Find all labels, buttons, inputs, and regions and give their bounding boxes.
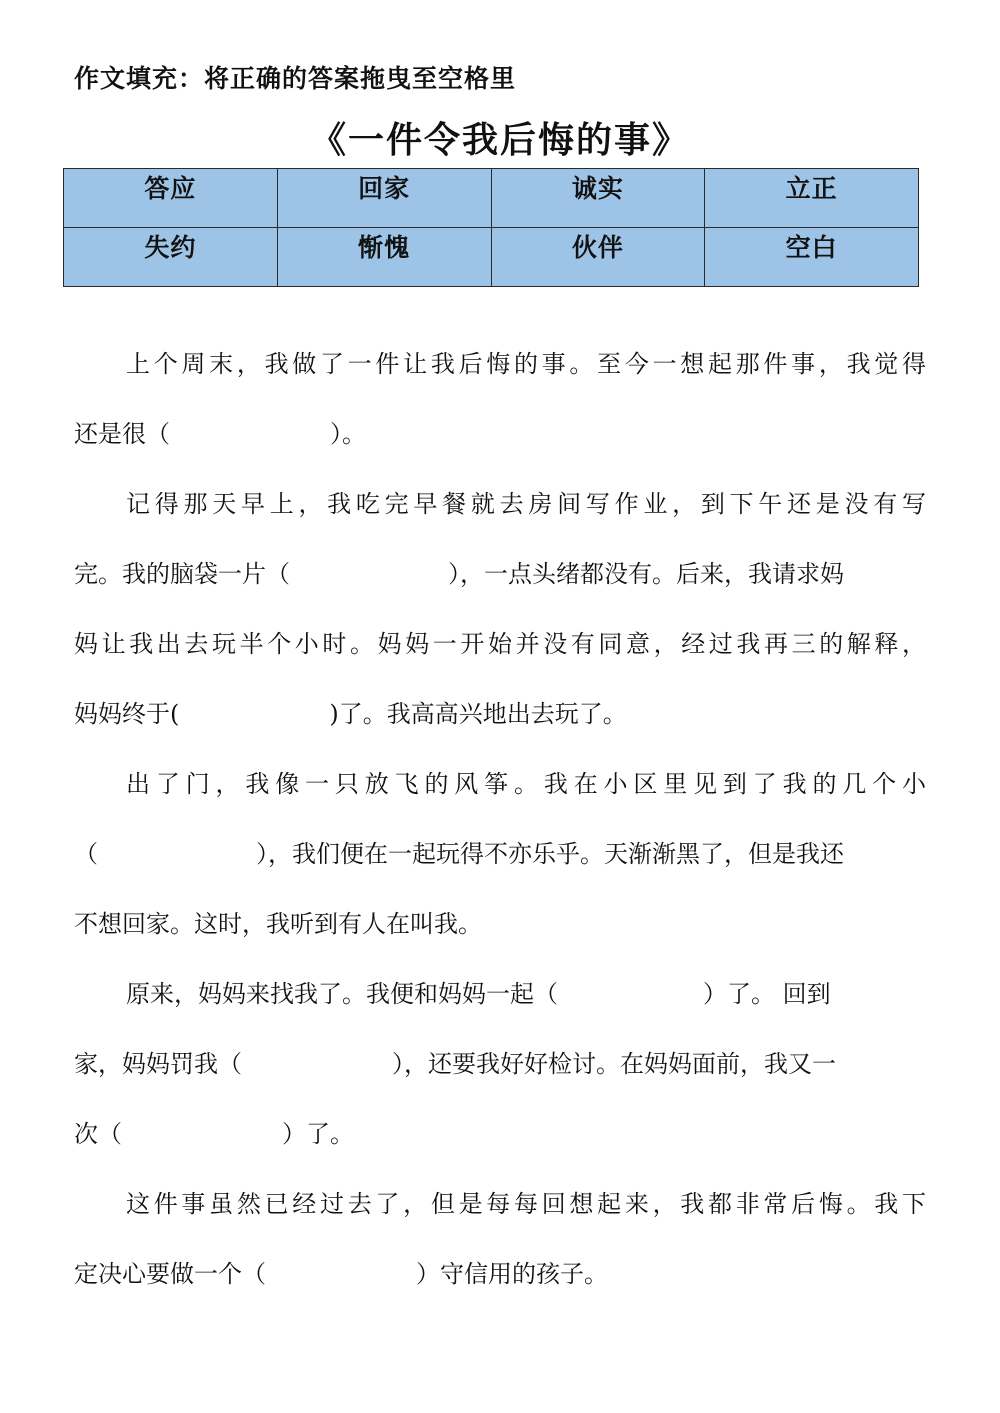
drop-blank-5[interactable] — [558, 981, 703, 1011]
word-chip-cankui[interactable]: 惭愧 — [277, 228, 491, 287]
essay-line — [74, 907, 482, 941]
word-bank-row — [64, 228, 919, 287]
word-chip-huijia[interactable]: 回家 — [277, 169, 491, 228]
essay-text: ）守信用的孩子。 — [416, 1260, 608, 1288]
word-chip-daying[interactable]: 答应 — [64, 169, 278, 228]
essay-text: 完。我的脑袋一片（ — [74, 560, 290, 588]
essay-line — [126, 487, 926, 521]
essay-line — [74, 627, 926, 661]
essay-text: ）。 — [330, 420, 366, 448]
essay-text: 次（ — [74, 1120, 122, 1148]
essay-line — [74, 1047, 836, 1081]
drop-blank-8[interactable] — [266, 1261, 416, 1291]
essay-line — [74, 1117, 354, 1151]
essay-text: )了。我高高兴地出去玩了。 — [329, 700, 627, 728]
drop-blank-2[interactable] — [290, 561, 448, 591]
essay-line — [74, 837, 844, 871]
essay-line — [126, 1187, 926, 1221]
drop-blank-6[interactable] — [242, 1051, 392, 1081]
drop-blank-4[interactable] — [98, 841, 256, 871]
drop-blank-1[interactable] — [170, 421, 330, 451]
essay-text: 这件事虽然已经过去了，但是每每回想起来，我都非常后悔。我下 — [126, 1190, 926, 1218]
word-bank-table — [63, 168, 919, 287]
essay-text: 出了门，我像一只放飞的风筝。我在小区里见到了我的几个小 — [126, 770, 926, 798]
essay-line — [74, 1257, 608, 1291]
essay-line — [74, 557, 844, 591]
instruction-heading: 作文填充：将正确的答案拖曳至空格里 — [74, 64, 517, 93]
essay-text: 不想回家。这时，我听到有人在叫我。 — [74, 910, 482, 938]
drop-blank-7[interactable] — [122, 1121, 282, 1151]
essay-line — [74, 417, 366, 451]
essay-text: 妈让我出去玩半个小时。妈妈一开始并没有同意，经过我再三的解释， — [74, 630, 926, 658]
essay-line — [74, 697, 627, 731]
essay-text: ），还要我好好检讨。在妈妈面前，我又一 — [392, 1050, 836, 1078]
essay-text: （ — [74, 840, 98, 868]
drop-blank-3[interactable] — [179, 701, 329, 731]
essay-text: 记得那天早上，我吃完早餐就去房间写作业，到下午还是没有写 — [126, 490, 926, 518]
essay-text: 原来，妈妈来找我了。我便和妈妈一起（ — [126, 980, 558, 1008]
essay-text: 上个周末，我做了一件让我后悔的事。至今一想起那件事，我觉得 — [126, 350, 926, 378]
essay-text: 还是很（ — [74, 420, 170, 448]
essay-line — [126, 347, 926, 381]
word-chip-shiyue[interactable]: 失约 — [64, 228, 278, 287]
essay-text: ）了。 — [282, 1120, 354, 1148]
essay-text: 定决心要做一个（ — [74, 1260, 266, 1288]
essay-line — [126, 977, 926, 1011]
essay-text: ）了。 回到 — [703, 980, 831, 1008]
word-chip-huoban[interactable]: 伙伴 — [491, 228, 705, 287]
word-chip-kongbai[interactable]: 空白 — [705, 228, 919, 287]
word-chip-lizheng[interactable]: 立正 — [705, 169, 919, 228]
word-bank-row — [64, 169, 919, 228]
essay-title: 《一件令我后悔的事》 — [309, 120, 690, 161]
essay-text: 家，妈妈罚我（ — [74, 1050, 242, 1078]
essay-line — [126, 767, 926, 801]
essay-text: ），一点头绪都没有。后来，我请求妈 — [448, 560, 844, 588]
essay-text: ），我们便在一起玩得不亦乐乎。天渐渐黑了，但是我还 — [256, 840, 844, 868]
word-chip-chengshi[interactable]: 诚实 — [491, 169, 705, 228]
essay-text: 妈妈终于( — [74, 700, 180, 728]
